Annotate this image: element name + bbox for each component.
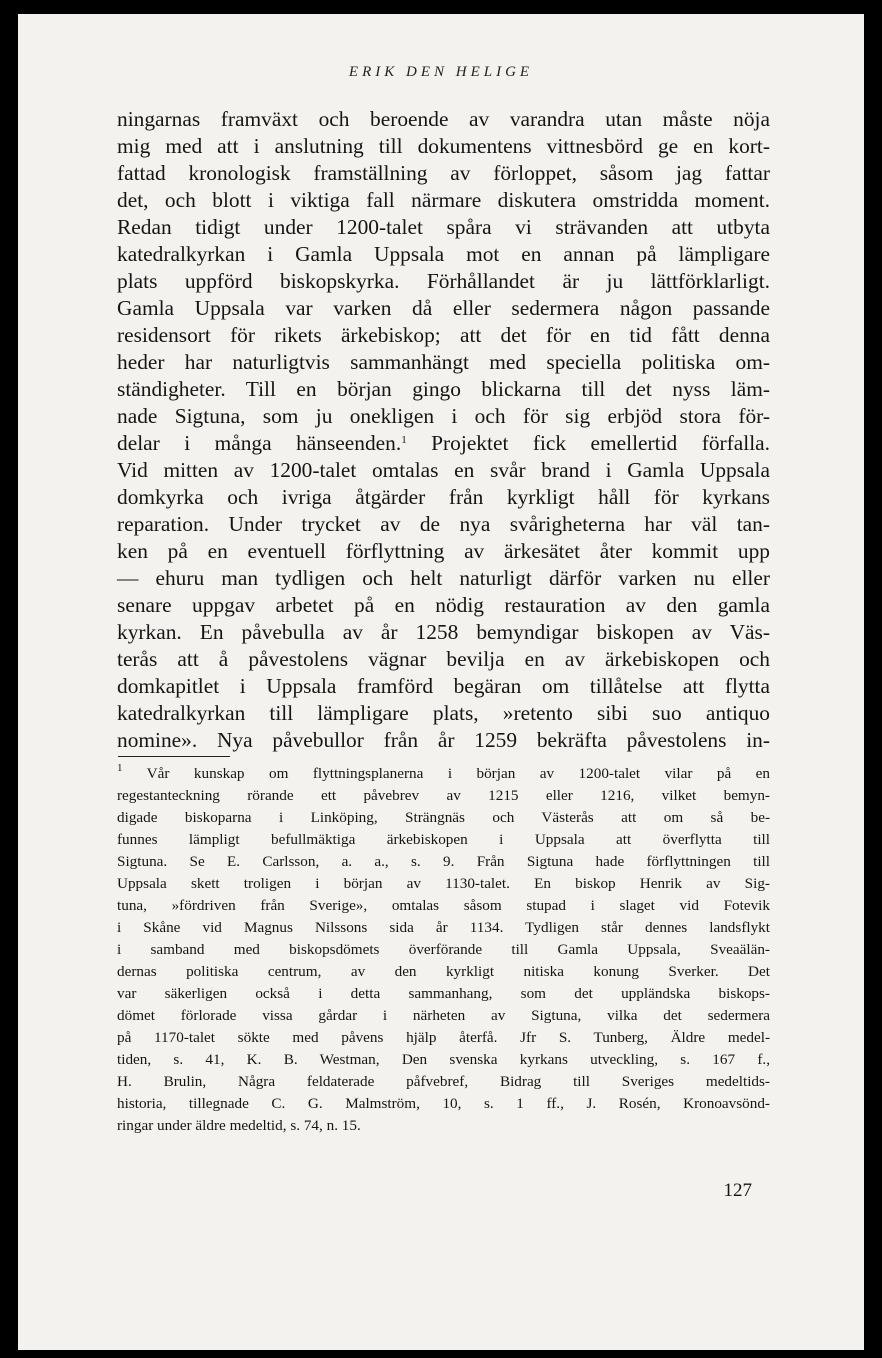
footnote-line: H. Brulin, Några feldaterade påfvebref, Bidrag till Sveriges medeltids- — [117, 1073, 770, 1090]
body-line-tail: Projektet fick emellertid förfalla. — [406, 431, 770, 455]
footnote-line: ringar under äldre medeltid, s. 74, n. 15. — [117, 1117, 361, 1134]
body-line: senare uppgav arbetet på en nödig restauration av den gamla — [117, 593, 770, 617]
body-line: residensort för rikets ärkebiskop; att det för en tid fått denna — [117, 323, 770, 347]
footnote-line: i Skåne vid Magnus Nilssons sida år 1134. Tydligen står dennes landsflykt — [117, 919, 770, 936]
footnote-line: Sigtuna. Se E. Carlsson, a. a., s. 9. Från Sigtuna hade förflyttningen till — [117, 853, 770, 870]
body-line: reparation. Under trycket av de nya svårigheterna har väl tan- — [117, 512, 770, 536]
body-line-with-footnote-ref — [117, 430, 770, 457]
body-line: nade Sigtuna, som ju onekligen i och för sig erbjöd stora för- — [117, 404, 770, 428]
body-line: domkapitlet i Uppsala framförd begäran om tillåtelse att flytta — [117, 674, 770, 698]
running-header: ERIK DEN HELIGE — [348, 64, 534, 80]
body-line: Gamla Uppsala var varken då eller sedermera någon passande — [117, 296, 770, 320]
book-page — [18, 14, 864, 1350]
body-line: Vid mitten av 1200-talet omtalas en svår brand i Gamla Uppsala — [117, 458, 770, 482]
footnote-line-first — [117, 763, 770, 785]
body-line: fattad kronologisk framställning av förloppet, såsom jag fattar — [117, 161, 770, 185]
footnote-line: tiden, s. 41, K. B. Westman, Den svenska kyrkans utveckling, s. 167 f., — [117, 1051, 770, 1068]
footnote-line: funnes lämpligt befullmäktiga ärkebiskopen i Uppsala att överflytta till — [117, 831, 770, 848]
footnote-line: i samband med biskopsdömets överförande till Gamla Uppsala, Sveaälän- — [117, 941, 770, 958]
footnote-line: dömet förlorade vissa gårdar i närheten av Sigtuna, vilka det sedermera — [117, 1007, 770, 1024]
body-line: terås att å påvestolens vägnar bevilja en av ärkebiskopen och — [117, 647, 770, 671]
page-number: 127 — [723, 1180, 752, 1201]
footnote-line: Uppsala skett troligen i början av 1130-talet. En biskop Henrik av Sig- — [117, 875, 770, 892]
footnote-marker: 1 — [117, 762, 123, 774]
footnote-line: regestanteckning rörande ett påvebrev av 1215 eller 1216, vilket bemyn- — [117, 787, 770, 804]
body-line: heder har naturligtvis sammanhängt med speciella politiska om- — [117, 350, 770, 374]
footnote-line: tuna, »fördriven från Sverige», omtalas såsom stupad i slaget vid Fotevik — [117, 897, 770, 914]
body-line: nomine». Nya påvebullor från år 1259 bekräfta påvestolens in- — [117, 728, 770, 752]
body-line: katedralkyrkan till lämpligare plats, »retento sibi suo antiquo — [117, 701, 770, 725]
body-line: Redan tidigt under 1200-talet spåra vi strävanden att utbyta — [117, 215, 770, 239]
body-line: domkyrka och ivriga åtgärder från kyrkligt håll för kyrkans — [117, 485, 770, 509]
body-line: plats uppförd biskopskyrka. Förhållandet är ju lättförklarligt. — [117, 269, 770, 293]
body-line: — ehuru man tydligen och helt naturligt därför varken nu eller — [117, 566, 770, 590]
body-line: katedralkyrkan i Gamla Uppsala mot en annan på lämpligare — [117, 242, 770, 266]
body-line: kyrkan. En påvebulla av år 1258 bemyndigar biskopen av Väs- — [117, 620, 770, 644]
body-line: mig med att i anslutning till dokumentens vittnesbörd ge en kort- — [117, 134, 770, 158]
body-line: det, och blott i viktiga fall närmare diskutera omstridda moment. — [117, 188, 770, 212]
footnote-separator — [118, 756, 230, 757]
footnote-text: Vår kunskap om flyttningsplanerna i början av 1200-talet vilar på en — [122, 765, 770, 782]
footnote-line: på 1170-talet sökte med påvens hjälp återfå. Jfr S. Tunberg, Äldre medel- — [117, 1029, 770, 1046]
footnote-line: digade biskoparna i Linköping, Strängnäs och Västerås att om så be- — [117, 809, 770, 826]
footnote-line: dernas politiska centrum, av den kyrkligt nitiska konung Sverker. Det — [117, 963, 770, 980]
body-line: ken på en eventuell förflyttning av ärkesätet åter kommit upp — [117, 539, 770, 563]
footnote-line: var säkerligen också i detta sammanhang, som det uppländska biskops- — [117, 985, 770, 1002]
footnote-reference: 1 — [401, 434, 407, 446]
body-line-head: delar i många hänseenden. — [117, 431, 402, 455]
footnote-line: historia, tillegnade C. G. Malmström, 10, s. 1 ff., J. Rosén, Kronoavsönd- — [117, 1095, 770, 1112]
body-line: ständigheter. Till en början gingo blickarna till det nyss läm- — [117, 377, 770, 401]
body-line: ningarnas framväxt och beroende av varandra utan måste nöja — [117, 107, 770, 131]
